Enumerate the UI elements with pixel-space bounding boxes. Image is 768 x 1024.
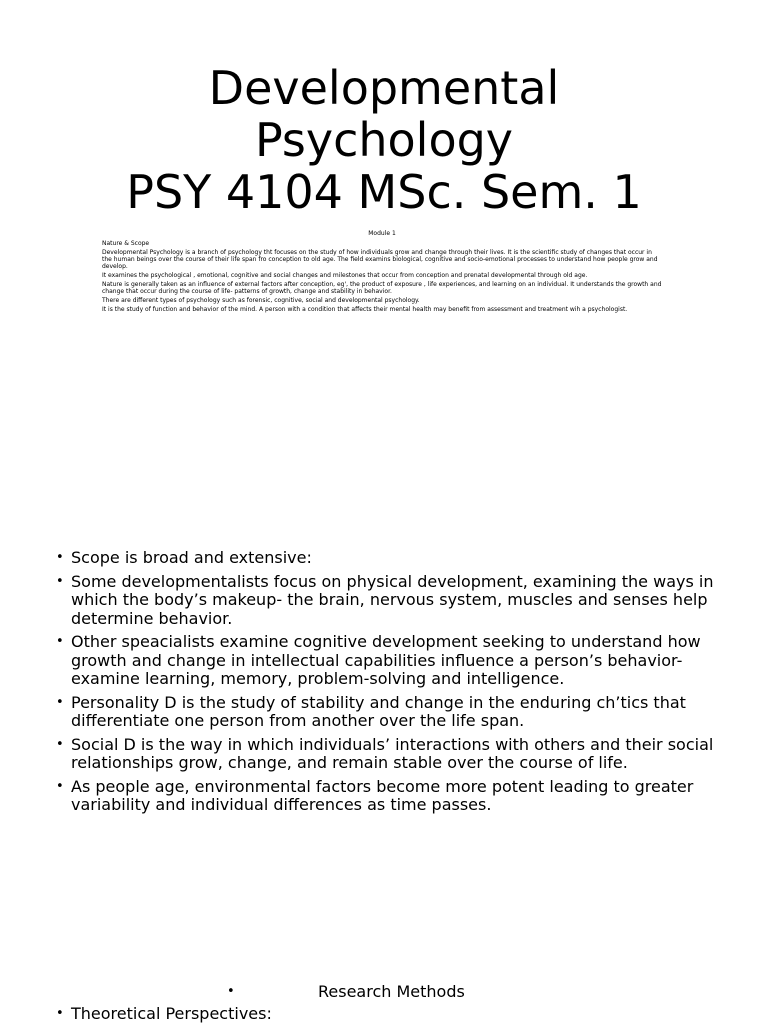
list-item	[56, 736, 756, 773]
theoretical-perspectives-heading: Theoretical Perspectives:	[71, 1004, 272, 1023]
bullet-icon: •	[56, 1006, 64, 1021]
bullet-icon: •	[56, 736, 64, 752]
title-line: Psychology	[254, 113, 514, 167]
bullet-icon: •	[227, 984, 235, 999]
list-item	[56, 573, 756, 629]
bullet-text: Some developmentalists focus on physical development, examining the ways in which the body’s makeup- the brain, nervous system, muscles and senses help determine behavior.	[71, 571, 714, 628]
list-item	[56, 694, 756, 731]
bullet-text: Other speacialists examine cognitive development seeking to understand how growth and change in intellectual capabilities influence a person’s behavior- examine learning, memory, problem-solving and intelligence.	[71, 632, 701, 688]
bullet-text: Scope is broad and extensive:	[71, 548, 312, 567]
module-paragraph: There are different types of psychology such as forensic, cognitive, social and developmental psychology.	[102, 297, 420, 304]
bullet-text: Social D is the way in which individuals’ interactions with others and their social relationships grow, change, and remain stable over the course of life.	[71, 734, 714, 772]
bullet-icon: •	[56, 634, 64, 649]
slide-title	[0, 62, 768, 218]
module-paragraph: Developmental Psychology is a branch of psychology tht focuses on the study of how individuals grow and change through their lives. It is the scientific study of changes that occur in the human beings over the course of their life span fro conception to old age. The field examins biological, cognitive and socio-emotional processes to understand how people grow and develop.	[102, 249, 658, 270]
list-item	[56, 549, 756, 568]
module-heading: Module 1	[368, 230, 396, 237]
module-paragraph: Nature is generally taken as an influence of external factors after conception, eg', the product of exposure , life experiences, and learning on an individual. It understands the growth and change that occur during the course of life- patterns of growth, change and stability in behavior.	[102, 281, 662, 295]
module-paragraph: It is the study of function and behavior of the mind. A person with a condition that affects their mental health may benefit from assessment and treatment wih a psychologist.	[102, 306, 628, 313]
bullet-icon: •	[56, 778, 64, 794]
module-subheading: Nature & Scope	[102, 240, 150, 247]
module-notes	[102, 230, 662, 315]
bullet-icon: •	[56, 573, 64, 589]
bullet-icon: •	[56, 550, 64, 565]
research-methods-heading: Research Methods	[318, 982, 465, 1001]
bullet-text: As people age, environmental factors become more potent leading to greater variability and individual differences as time passes.	[71, 776, 694, 814]
module-paragraph: It examines the psychological , emotional, cognitive and social changes and milestones that occur from conception and prenatal developmental through old age.	[102, 272, 588, 279]
list-item	[56, 633, 756, 689]
title-line: Developmental	[208, 61, 560, 115]
scope-bullet-list	[56, 549, 756, 820]
list-item	[56, 778, 756, 815]
list-item	[56, 1005, 768, 1023]
bullet-icon: •	[56, 694, 64, 710]
bullet-text: Personality D is the study of stability and change in the enduring ch’tics that differentiate one person from another over the life span.	[71, 692, 686, 730]
title-line: PSY 4104 MSc. Sem. 1	[126, 165, 642, 219]
